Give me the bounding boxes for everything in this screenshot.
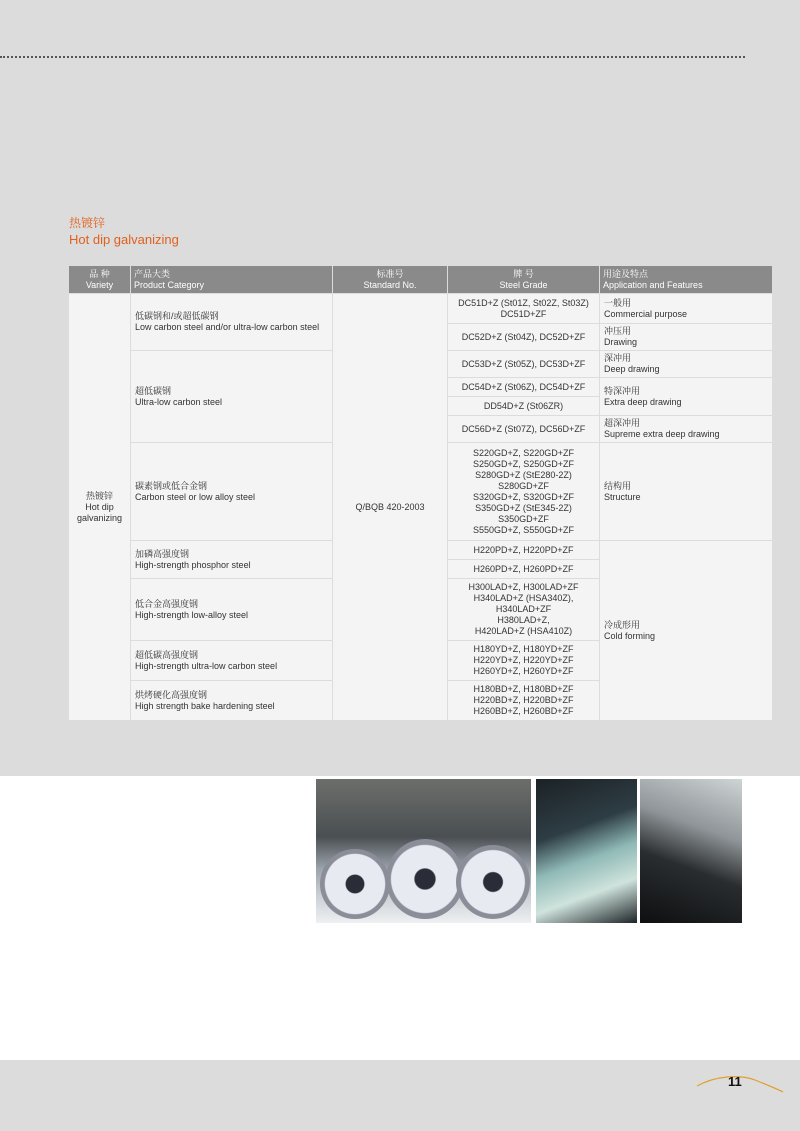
application-cell: 一般用 Commercial purpose (600, 294, 773, 324)
grade-cell: DD54D+Z (St06ZR) (448, 397, 600, 416)
category-cell: 低碳钢和/或超低碳钢 Low carbon steel and/or ultra-low carbon steel (131, 294, 333, 351)
category-cell: 低合金高强度钢 High-strength low-alloy steel (131, 579, 333, 641)
category-cell: 超低碳高强度钢 High-strength ultra-low carbon steel (131, 641, 333, 681)
car-door-frame-photo (640, 779, 742, 923)
application-cell: 超深冲用 Supreme extra deep drawing (600, 416, 773, 443)
standard-cell: Q/BQB 420-2003 (333, 294, 448, 721)
header-steel-grade: 牌 号 Steel Grade (448, 266, 600, 294)
table-row (69, 294, 773, 324)
bottom-background-band (0, 1060, 800, 1131)
section-title-en: Hot dip galvanizing (69, 232, 179, 247)
grade-cell: DC56D+Z (St07Z), DC56D+ZF (448, 416, 600, 443)
specification-table (68, 265, 773, 721)
grade-cell: DC54D+Z (St06Z), DC54D+ZF (448, 378, 600, 397)
grade-cell: DC53D+Z (St05Z), DC53D+ZF (448, 351, 600, 378)
steel-coils-warehouse-photo (316, 779, 531, 923)
grade-cell: H300LAD+Z, H300LAD+ZF H340LAD+Z (HSA340Z), H340LAD+ZF H380LAD+Z, H420LAD+Z (HSA410Z) (448, 579, 600, 641)
category-cell: 烘烤硬化高强度钢 High strength bake hardening steel (131, 681, 333, 721)
dotted-divider (0, 56, 745, 58)
application-cell: 冲压用 Drawing (600, 324, 773, 351)
table-header-row (69, 266, 773, 294)
category-cell: 超低碳钢 Ultra-low carbon steel (131, 351, 333, 443)
grade-cell: DC52D+Z (St04Z), DC52D+ZF (448, 324, 600, 351)
grade-cell: S220GD+Z, S220GD+ZF S250GD+Z, S250GD+ZF S280GD+Z (StE280-2Z) S280GD+ZF S320GD+Z, S320GD+ZF S350GD+Z (StE345-2Z) S350GD+ZF S550GD+Z, S550GD+ZF (448, 443, 600, 541)
car-window-photo (536, 779, 637, 923)
grade-cell: H220PD+Z, H220PD+ZF (448, 541, 600, 560)
application-cell: 结构用 Structure (600, 443, 773, 541)
application-cell: 特深冲用 Extra deep drawing (600, 378, 773, 416)
photo-strip (316, 779, 742, 923)
variety-cell: 热镀锌 Hot dip galvanizing (69, 294, 131, 721)
header-application: 用途及特点 Application and Features (600, 266, 773, 294)
category-cell: 加磷高强度钢 High-strength phosphor steel (131, 541, 333, 579)
application-cell: 冷成形用 Cold forming (600, 541, 773, 721)
header-standard-no: 标准号 Standard No. (333, 266, 448, 294)
grade-cell: H180BD+Z, H180BD+ZF H220BD+Z, H220BD+ZF H260BD+Z, H260BD+ZF (448, 681, 600, 721)
category-cell: 碳素钢或低合金钢 Carbon steel or low alloy steel (131, 443, 333, 541)
section-title-cn: 热镀锌 (69, 216, 106, 230)
application-cell: 深冲用 Deep drawing (600, 351, 773, 378)
grade-cell: H180YD+Z, H180YD+ZF H220YD+Z, H220YD+ZF H260YD+Z, H260YD+ZF (448, 641, 600, 681)
header-variety: 品 种 Variety (69, 266, 131, 294)
header-product-category: 产品大类 Product Category (131, 266, 333, 294)
grade-cell: DC51D+Z (St01Z, St02Z, St03Z) DC51D+ZF (448, 294, 600, 324)
page-number: 11 (728, 1074, 742, 1089)
grade-cell: H260PD+Z, H260PD+ZF (448, 560, 600, 579)
